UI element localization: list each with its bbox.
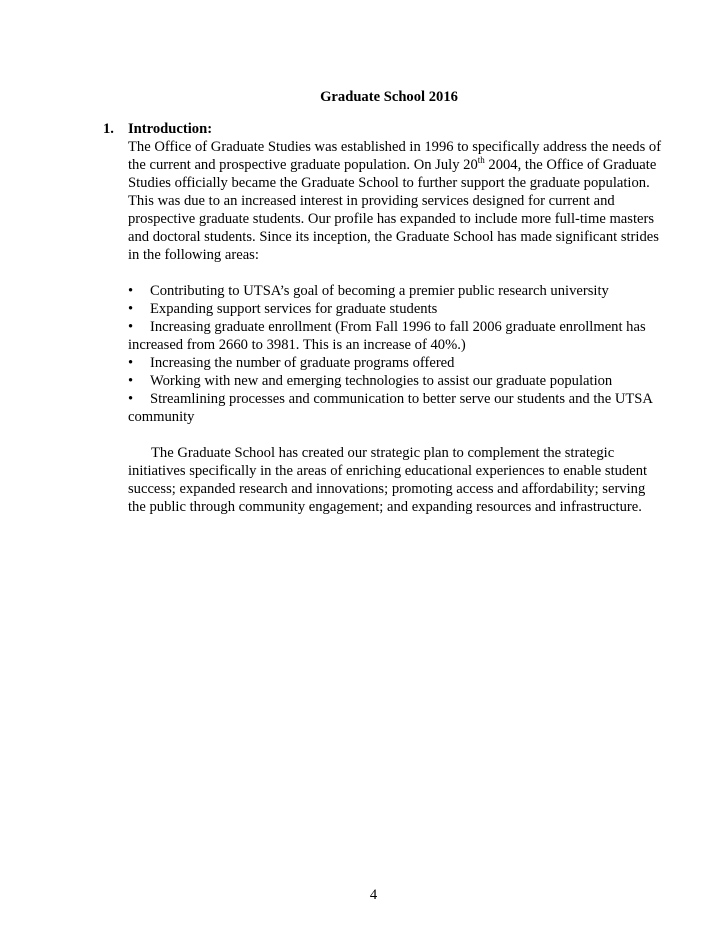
bullet-icon: • xyxy=(128,283,134,299)
intro-text-part-2: 2004, the Office of Graduate Studies officially became the Graduate School to further support the graduate population. This was due to an increased interest in providing services designed for current and prospective graduate students. Our profile has expanded to include more full-time masters and doctoral students. Since its inception, the Graduate School has made significant strides in the following areas: xyxy=(128,157,659,263)
bullet-icon: • xyxy=(128,373,134,389)
date-superscript: th xyxy=(477,155,485,166)
list-item-text: Increasing graduate enrollment (From Fall 1996 to fall 2006 graduate enrollment has increased from 2660 to 3981. This is an increase of 40%.) xyxy=(128,319,646,353)
intro-text-part-1: The Office of Graduate Studies was established in 1996 to specifically address the needs of the current and prospective graduate population. On July 20 xyxy=(128,139,662,173)
intro-paragraph xyxy=(128,138,663,264)
paragraph-spacer xyxy=(128,426,663,444)
section-body xyxy=(128,138,663,516)
section-heading-text: Introduction: xyxy=(128,121,213,137)
list-item-text: Working with new and emerging technologies to assist our graduate population xyxy=(150,373,613,389)
closing-paragraph: The Graduate School has created our strategic plan to complement the strategic initiatives specifically in the areas of enriching educational experiences to enable student success; expanded research and innovations; promoting access and affordability; serving the public through community engagement; and expanding resources and infrastructure. xyxy=(128,445,648,515)
bullet-icon: • xyxy=(128,355,134,371)
list-item xyxy=(128,372,663,390)
paragraph-spacer xyxy=(128,264,663,282)
page-number: 4 xyxy=(369,887,378,903)
list-item xyxy=(128,390,663,426)
document-title: Graduate School 2016 xyxy=(320,89,458,105)
list-item xyxy=(128,318,663,354)
list-item-text: Expanding support services for graduate students xyxy=(150,301,438,317)
section-heading xyxy=(103,120,663,138)
list-item xyxy=(128,282,663,300)
bullet-icon: • xyxy=(128,301,134,317)
list-item xyxy=(128,354,663,372)
list-item xyxy=(128,300,663,318)
introduction-section xyxy=(103,120,663,516)
list-item-text: Contributing to UTSA’s goal of becoming a premier public research university xyxy=(150,283,609,299)
list-item-text: Streamlining processes and communication to better serve our students and the UTSA community xyxy=(128,391,653,425)
bullet-icon: • xyxy=(128,391,134,407)
achievements-list xyxy=(128,282,663,426)
list-item-text: Increasing the number of graduate programs offered xyxy=(150,355,455,371)
section-number: 1. xyxy=(103,121,114,137)
bullet-icon: • xyxy=(128,319,134,335)
